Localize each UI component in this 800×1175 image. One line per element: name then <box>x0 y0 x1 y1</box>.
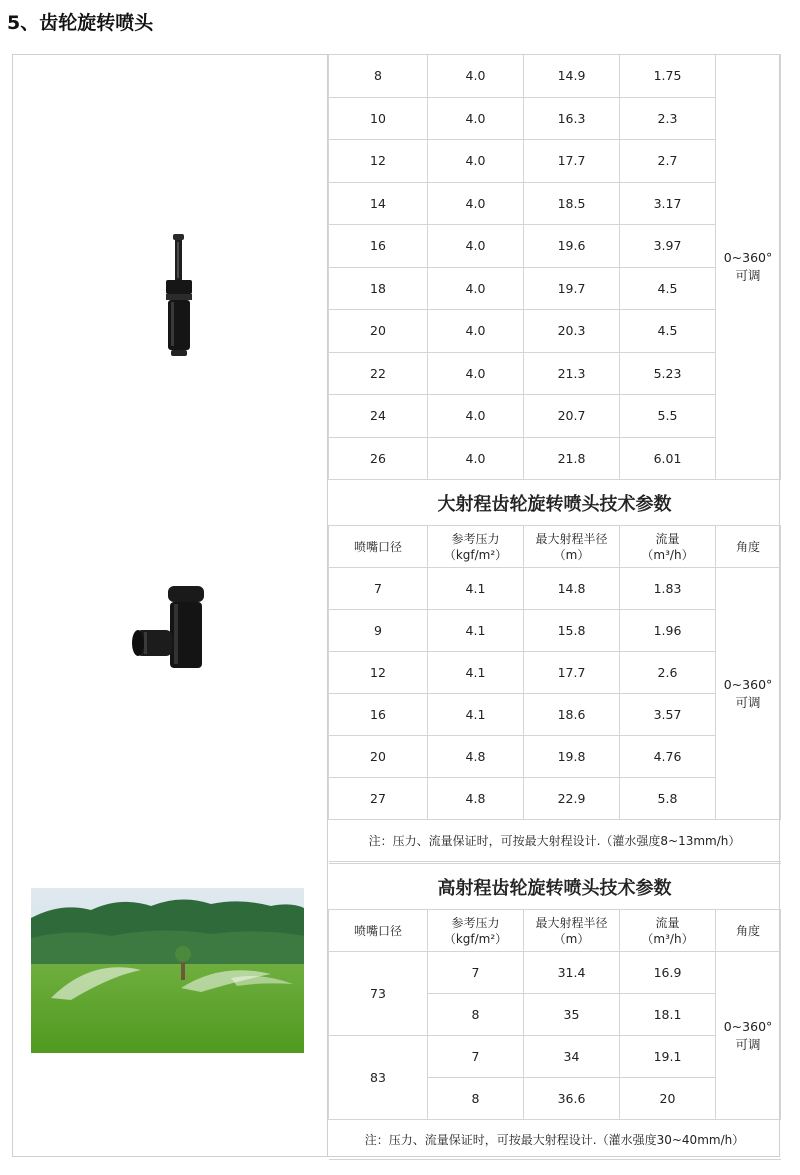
flow-cell: 1.96 <box>620 610 716 652</box>
angle-adjustable: 可调 <box>735 1036 761 1052</box>
flow-cell: 1.75 <box>620 55 716 98</box>
large-sprinkler-image <box>130 584 220 674</box>
radius-cell: 31.4 <box>524 952 620 994</box>
radius-cell: 19.6 <box>524 225 620 268</box>
nozzle-cell: 20 <box>329 310 428 353</box>
pressure-cell: 4.0 <box>428 182 524 225</box>
table-title: 高射程齿轮旋转喷头技术参数 <box>329 864 781 910</box>
irrigated-lawn-photo <box>31 888 304 1053</box>
header-flow <box>620 910 716 952</box>
pressure-cell: 4.0 <box>428 267 524 310</box>
pressure-cell: 4.0 <box>428 225 524 268</box>
pressure-cell: 4.0 <box>428 55 524 98</box>
pressure-cell: 8 <box>428 1078 524 1120</box>
angle-range: 0~360° <box>723 250 773 265</box>
table-row <box>329 140 781 183</box>
table-row <box>329 267 781 310</box>
table-row <box>329 352 781 395</box>
header-radius-label: 最大射程半径 <box>535 915 608 930</box>
radius-cell: 15.8 <box>524 610 620 652</box>
table-row <box>329 652 781 694</box>
radius-cell: 17.7 <box>524 140 620 183</box>
flow-cell: 20 <box>620 1078 716 1120</box>
radius-cell: 21.3 <box>524 352 620 395</box>
nozzle-cell: 16 <box>329 225 428 268</box>
header-pressure-unit: （kgf/m²） <box>443 931 508 946</box>
flow-cell: 6.01 <box>620 437 716 480</box>
radius-cell: 22.9 <box>524 778 620 820</box>
nozzle-cell: 8 <box>329 55 428 98</box>
flow-cell: 4.76 <box>620 736 716 778</box>
pressure-cell: 4.0 <box>428 97 524 140</box>
angle-cell <box>716 952 781 1120</box>
nozzle-cell: 27 <box>329 778 428 820</box>
long-range-table <box>328 479 781 862</box>
header-angle: 角度 <box>716 910 781 952</box>
radius-cell: 34 <box>524 1036 620 1078</box>
pressure-cell: 4.1 <box>428 610 524 652</box>
header-radius-unit: （m） <box>553 547 590 562</box>
table-note: 注：压力、流量保证时，可按最大射程设计.（灌水强度30~40mm/h） <box>329 1120 781 1160</box>
table-row <box>329 395 781 438</box>
nozzle-cell: 14 <box>329 182 428 225</box>
popup-sprinkler-image <box>162 234 196 356</box>
nozzle-cell: 22 <box>329 352 428 395</box>
standard-range-table <box>328 54 781 480</box>
header-row <box>329 910 781 952</box>
header-pressure-label: 参考压力 <box>451 531 500 546</box>
radius-cell: 20.7 <box>524 395 620 438</box>
table-row <box>329 610 781 652</box>
pressure-cell: 4.0 <box>428 310 524 353</box>
header-flow-unit: （m³/h） <box>641 547 694 562</box>
table-row <box>329 225 781 268</box>
table-row <box>329 778 781 820</box>
pressure-cell: 4.8 <box>428 778 524 820</box>
flow-cell: 2.6 <box>620 652 716 694</box>
pressure-cell: 4.0 <box>428 140 524 183</box>
radius-cell: 16.3 <box>524 97 620 140</box>
table-row <box>329 1036 781 1078</box>
pressure-cell: 7 <box>428 1036 524 1078</box>
flow-cell: 3.17 <box>620 182 716 225</box>
pressure-cell: 4.0 <box>428 437 524 480</box>
angle-adjustable: 可调 <box>735 694 761 710</box>
header-nozzle: 喷嘴口径 <box>329 910 428 952</box>
header-flow <box>620 526 716 568</box>
nozzle-cell: 12 <box>329 652 428 694</box>
radius-cell: 18.5 <box>524 182 620 225</box>
pressure-cell: 8 <box>428 994 524 1036</box>
header-flow-label: 流量 <box>655 531 680 546</box>
radius-cell: 18.6 <box>524 694 620 736</box>
pressure-cell: 4.0 <box>428 395 524 438</box>
header-pressure-unit: （kgf/m²） <box>443 547 508 562</box>
pressure-cell: 7 <box>428 952 524 994</box>
radius-cell: 19.8 <box>524 736 620 778</box>
header-flow-unit: （m³/h） <box>641 931 694 946</box>
radius-cell: 14.9 <box>524 55 620 98</box>
nozzle-cell: 16 <box>329 694 428 736</box>
radius-cell: 17.7 <box>524 652 620 694</box>
flow-cell: 5.8 <box>620 778 716 820</box>
header-radius <box>524 526 620 568</box>
radius-cell: 20.3 <box>524 310 620 353</box>
header-nozzle: 喷嘴口径 <box>329 526 428 568</box>
flow-cell: 5.23 <box>620 352 716 395</box>
flow-cell: 3.57 <box>620 694 716 736</box>
pressure-cell: 4.1 <box>428 568 524 610</box>
high-range-table <box>328 863 781 1160</box>
flow-cell: 4.5 <box>620 267 716 310</box>
table-row <box>329 97 781 140</box>
radius-cell: 21.8 <box>524 437 620 480</box>
table-row <box>329 182 781 225</box>
radius-cell: 14.8 <box>524 568 620 610</box>
flow-cell: 3.97 <box>620 225 716 268</box>
table-title: 大射程齿轮旋转喷头技术参数 <box>329 480 781 526</box>
flow-cell: 1.83 <box>620 568 716 610</box>
header-flow-label: 流量 <box>655 915 680 930</box>
table-row <box>329 55 781 98</box>
header-pressure <box>428 526 524 568</box>
header-row <box>329 526 781 568</box>
header-angle: 角度 <box>716 526 781 568</box>
flow-cell: 2.7 <box>620 140 716 183</box>
radius-cell: 19.7 <box>524 267 620 310</box>
flow-cell: 4.5 <box>620 310 716 353</box>
table-row <box>329 736 781 778</box>
table-note: 注：压力、流量保证时，可按最大射程设计.（灌水强度8~13mm/h） <box>329 820 781 862</box>
header-radius-label: 最大射程半径 <box>535 531 608 546</box>
table-row <box>329 568 781 610</box>
nozzle-cell: 73 <box>329 952 428 1036</box>
flow-cell: 18.1 <box>620 994 716 1036</box>
pressure-cell: 4.8 <box>428 736 524 778</box>
nozzle-cell: 26 <box>329 437 428 480</box>
nozzle-cell: 18 <box>329 267 428 310</box>
pressure-cell: 4.1 <box>428 694 524 736</box>
radius-cell: 35 <box>524 994 620 1036</box>
nozzle-cell: 24 <box>329 395 428 438</box>
header-pressure <box>428 910 524 952</box>
angle-adjustable: 可调 <box>735 268 761 283</box>
flow-cell: 5.5 <box>620 395 716 438</box>
nozzle-cell: 9 <box>329 610 428 652</box>
flow-cell: 2.3 <box>620 97 716 140</box>
nozzle-cell: 12 <box>329 140 428 183</box>
pressure-cell: 4.1 <box>428 652 524 694</box>
nozzle-cell: 20 <box>329 736 428 778</box>
flow-cell: 19.1 <box>620 1036 716 1078</box>
angle-cell <box>716 55 781 480</box>
nozzle-cell: 7 <box>329 568 428 610</box>
flow-cell: 16.9 <box>620 952 716 994</box>
header-radius <box>524 910 620 952</box>
section-heading: 5、齿轮旋转喷头 <box>7 12 154 34</box>
table-row <box>329 437 781 480</box>
angle-range: 0~360° <box>723 676 773 692</box>
header-pressure-label: 参考压力 <box>451 915 500 930</box>
table-row <box>329 952 781 994</box>
table-row <box>329 310 781 353</box>
angle-cell <box>716 568 781 820</box>
header-radius-unit: （m） <box>553 931 590 946</box>
angle-range: 0~360° <box>723 1018 773 1034</box>
radius-cell: 36.6 <box>524 1078 620 1120</box>
pressure-cell: 4.0 <box>428 352 524 395</box>
nozzle-cell: 10 <box>329 97 428 140</box>
nozzle-cell: 83 <box>329 1036 428 1120</box>
table-row <box>329 694 781 736</box>
